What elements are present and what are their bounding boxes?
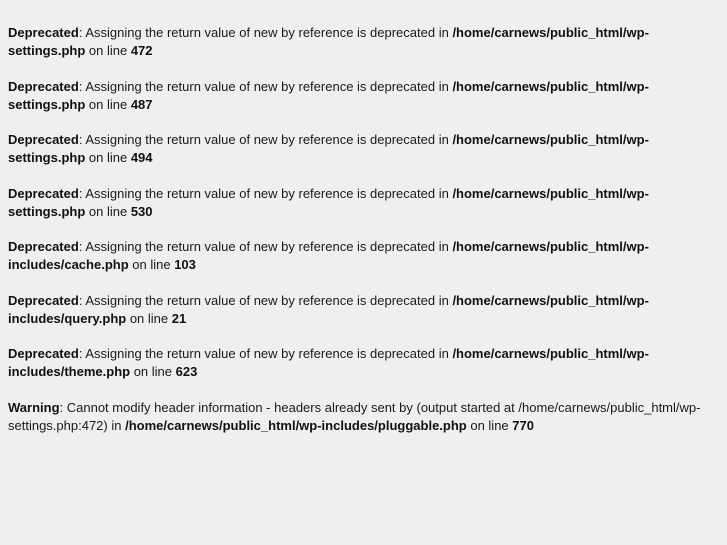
error-type: Deprecated <box>8 185 79 201</box>
error-message <box>8 24 668 60</box>
error-text: : Assigning the return value of new by reference is deprecated in <box>78 185 453 201</box>
on-line-text: on line <box>128 257 175 272</box>
error-file: /home/carnews/public_html/wp-includes/cache.php <box>8 239 649 272</box>
error-line: 623 <box>175 364 198 379</box>
error-message <box>8 292 668 328</box>
error-text: : Assigning the return value of new by reference is deprecated in <box>78 292 453 308</box>
error-text: : Assigning the return value of new by reference is deprecated in <box>78 346 453 361</box>
error-message <box>8 78 668 114</box>
error-file: /home/carnews/public_html/wp-settings.php <box>8 185 649 219</box>
error-line: 472 <box>130 43 153 58</box>
error-file: /home/carnews/public_html/wp-includes/query.php <box>8 292 649 326</box>
error-line: 21 <box>171 310 187 326</box>
on-line-text: on line <box>85 43 131 58</box>
error-type: Deprecated <box>8 132 79 147</box>
error-message <box>8 131 668 167</box>
error-type: Warning <box>8 399 60 415</box>
on-line-text: on line <box>130 364 176 379</box>
error-message <box>8 185 668 221</box>
error-text: : Assigning the return value of new by reference is deprecated in <box>78 78 453 94</box>
on-line-text: on line <box>85 96 131 112</box>
warning-message <box>8 399 716 435</box>
error-line: 103 <box>174 257 196 272</box>
error-type: Deprecated <box>8 25 79 40</box>
error-line: 494 <box>130 150 153 165</box>
error-text: : Assigning the return value of new by reference is deprecated in <box>78 239 453 254</box>
on-line-text: on line <box>85 203 131 219</box>
error-text: : Cannot modify header information - headers already sent by (output started at /home/carnews/public_html/wp-settings.php:472) in <box>8 399 701 433</box>
on-line-text: on line <box>85 150 131 165</box>
error-line: 770 <box>512 417 534 433</box>
error-message <box>8 345 668 381</box>
error-type: Deprecated <box>8 346 79 361</box>
error-line: 530 <box>130 203 153 219</box>
error-text: : Assigning the return value of new by reference is deprecated in <box>78 132 453 147</box>
error-file: /home/carnews/public_html/wp-settings.php <box>8 78 649 112</box>
on-line-text: on line <box>466 417 513 433</box>
on-line-text: on line <box>126 310 172 326</box>
error-text: : Assigning the return value of new by reference is deprecated in <box>78 25 453 40</box>
error-file: /home/carnews/public_html/wp-includes/pluggable.php <box>125 417 467 433</box>
error-line: 487 <box>130 96 153 112</box>
error-file: /home/carnews/public_html/wp-includes/theme.php <box>8 346 649 379</box>
error-file: /home/carnews/public_html/wp-settings.php <box>8 25 649 58</box>
error-type: Deprecated <box>8 78 79 94</box>
error-file: /home/carnews/public_html/wp-settings.php <box>8 132 649 165</box>
error-type: Deprecated <box>8 239 79 254</box>
error-message <box>8 238 668 274</box>
error-type: Deprecated <box>8 292 79 308</box>
